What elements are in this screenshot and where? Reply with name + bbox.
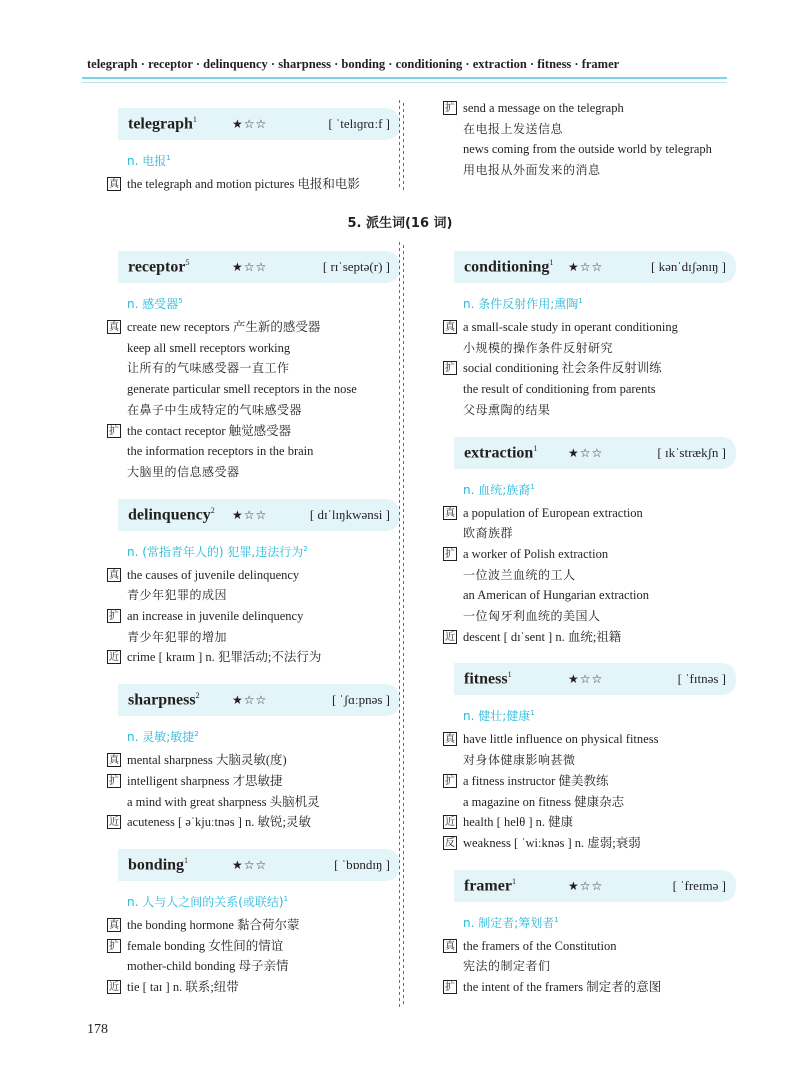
example-line xyxy=(109,174,400,195)
example-text: the contact receptor 触觉感受器 xyxy=(127,423,292,438)
section-title: 5. 派生词(16 词) xyxy=(347,216,453,231)
tag-box: 近 xyxy=(445,817,455,829)
example-line xyxy=(445,358,736,379)
word-entry xyxy=(109,499,400,669)
tag-box: 真 xyxy=(445,734,455,746)
example-text: the result of conditioning from parents xyxy=(463,382,656,397)
part-of-speech xyxy=(127,152,400,169)
headword-text: receptor xyxy=(128,258,186,276)
example-line xyxy=(118,379,400,400)
part-of-speech xyxy=(463,707,736,724)
phonetic: [ kənˈdɪʃənɪŋ ] xyxy=(650,259,726,274)
tag-box: 真 xyxy=(445,507,455,519)
example-line xyxy=(454,750,736,771)
tag-box: 扩 xyxy=(109,425,119,437)
tag-box: 扩 xyxy=(445,103,455,114)
example-line xyxy=(445,771,736,792)
example-text: a small-scale study in operant conditioning xyxy=(463,320,678,334)
example-line xyxy=(445,503,736,524)
part-of-speech xyxy=(463,481,736,498)
example-line xyxy=(109,750,400,771)
headword-bar xyxy=(454,251,736,283)
example-line xyxy=(118,792,400,813)
word-entry xyxy=(109,251,400,483)
running-header: telegraph · receptor · delinquency · sharpness · bonding · conditioning · extraction · fitness · framer xyxy=(87,57,620,71)
star-rating: ★☆☆ xyxy=(568,260,604,274)
column-divider-main xyxy=(399,242,400,1007)
tag-box: 扩 xyxy=(109,940,119,952)
example-line xyxy=(109,421,400,442)
example-line xyxy=(118,585,400,606)
example-line xyxy=(454,956,736,977)
example-text: a magazine on fitness 健康杂志 xyxy=(463,794,625,809)
example-line xyxy=(445,833,736,854)
example-line xyxy=(118,956,400,977)
example-text: the intent of the framers 制定者的意图 xyxy=(463,980,662,995)
headword-bar xyxy=(454,663,736,695)
part-of-speech xyxy=(127,728,400,745)
phonetic: [ ˈfɪtnəs ] xyxy=(677,671,726,687)
part-of-speech xyxy=(463,914,736,931)
star-rating: ★☆☆ xyxy=(232,693,268,708)
column-divider-top-b xyxy=(403,100,404,190)
star-rating: ★☆☆ xyxy=(568,445,604,460)
part-of-speech xyxy=(127,295,400,312)
part-of-speech xyxy=(127,543,400,560)
tag-box: 真 xyxy=(445,322,455,333)
definition-frequency: 1 xyxy=(166,154,171,162)
example-text: female bonding 女性间的情谊 xyxy=(127,938,284,953)
example-text: the causes of juvenile delinquency xyxy=(127,567,300,582)
example-line xyxy=(109,936,400,957)
example-line xyxy=(454,792,736,813)
example-text: 父母熏陶的结果 xyxy=(463,402,551,417)
example-text: 欧裔族群 xyxy=(463,526,514,541)
example-text: 小规模的操作条件反射研究 xyxy=(463,340,614,355)
example-text: the bonding hormone 黏合荷尔蒙 xyxy=(127,917,300,932)
word-entry xyxy=(445,663,736,853)
headword xyxy=(464,670,512,688)
example-line xyxy=(454,379,736,400)
star-rating: ★☆☆ xyxy=(232,507,268,522)
example-text: generate particular smell receptors in the nose xyxy=(127,382,357,397)
tag-box: 真 xyxy=(109,919,119,931)
example-line xyxy=(445,977,736,998)
example-text: keep all smell receptors working xyxy=(127,340,291,355)
example-text: a fitness instructor 健美教练 xyxy=(463,773,609,788)
example-text: 对身体健康影响甚微 xyxy=(463,753,576,768)
star-rating: ★☆☆ xyxy=(232,117,268,131)
headword-bar xyxy=(454,437,736,469)
word-entry xyxy=(109,684,400,833)
headword-text: fitness xyxy=(464,670,508,688)
entry-telegraph xyxy=(109,108,400,211)
example-line xyxy=(118,627,400,648)
example-line xyxy=(109,606,400,627)
part-of-speech xyxy=(463,295,736,312)
example-line xyxy=(445,936,736,957)
headword-frequency: 2 xyxy=(195,691,200,701)
example-text: news coming from the outside world by telegraph xyxy=(463,142,712,157)
example-text: have little influence on physical fitness xyxy=(463,732,659,747)
headword-text: framer xyxy=(464,876,512,894)
example-line xyxy=(454,606,736,627)
tag-box: 近 xyxy=(109,652,119,664)
word-entry xyxy=(109,849,400,998)
example-text: 宪法的制定者们 xyxy=(463,959,551,974)
tag-box: 近 xyxy=(445,631,455,643)
example-line xyxy=(109,977,400,998)
star-rating: ★☆☆ xyxy=(568,878,604,893)
headword xyxy=(464,258,553,276)
example-text: 青少年犯罪的成因 xyxy=(127,588,228,603)
example-text: 大脑里的信息感受器 xyxy=(127,464,240,479)
headword xyxy=(128,856,188,874)
definition: n. 灵敏;敏捷 xyxy=(127,730,195,745)
tag-box: 真 xyxy=(109,755,119,767)
right-column xyxy=(445,251,736,1014)
word-entry xyxy=(445,251,736,421)
example-text: an increase in juvenile delinquency xyxy=(127,609,304,624)
headword xyxy=(128,258,189,276)
headword-text: delinquency xyxy=(128,505,211,523)
example-line xyxy=(109,565,400,586)
header-rule xyxy=(82,77,727,83)
example-line xyxy=(454,565,736,586)
tag-box: 扩 xyxy=(109,611,119,623)
example-text: a worker of Polish extraction xyxy=(463,546,609,561)
example-line xyxy=(118,441,400,462)
headword-text: bonding xyxy=(128,856,185,874)
definition: n. 血统;族裔 xyxy=(463,482,531,497)
example-text: 青少年犯罪的增加 xyxy=(127,629,228,644)
tag-box: 扩 xyxy=(109,775,119,787)
example-text: intelligent sharpness 才思敏捷 xyxy=(127,773,283,788)
headword-text: conditioning xyxy=(464,258,550,276)
example-line xyxy=(454,160,736,181)
headword-frequency: 1 xyxy=(192,115,197,124)
phonetic: [ ˈtelɪɡrɑːf ] xyxy=(328,116,390,131)
example-line xyxy=(445,98,736,119)
example-text: acuteness [ əˈkjuːtnəs ] n. 敏锐;灵敏 xyxy=(127,815,311,830)
example-line xyxy=(118,338,400,359)
definition: n. 制定者;筹划者 xyxy=(463,915,555,930)
entry-telegraph-continued xyxy=(445,98,736,181)
definition: n. 电报 xyxy=(127,154,167,168)
headword-bar xyxy=(454,870,736,902)
headword-bar xyxy=(118,251,400,283)
example-line xyxy=(454,139,736,160)
headword-frequency: 1 xyxy=(533,443,538,453)
definition-frequency: 2 xyxy=(194,730,199,739)
phonetic: [ ɪkˈstrækʃn ] xyxy=(657,444,726,460)
example-line xyxy=(445,544,736,565)
headword-frequency: 5 xyxy=(185,258,190,267)
word-entry xyxy=(445,870,736,998)
definition-frequency: 1 xyxy=(554,915,559,924)
tag-box: 真 xyxy=(109,569,119,581)
star-rating: ★☆☆ xyxy=(232,260,268,274)
example-text: the information receptors in the brain xyxy=(127,444,314,459)
example-text: send a message on the telegraph xyxy=(463,101,624,115)
headword-frequency: 1 xyxy=(511,876,516,886)
example-text: an American of Hungarian extraction xyxy=(463,588,650,603)
example-text: the telegraph and motion pictures 电报和电影 xyxy=(127,177,360,191)
tag-box: 扩 xyxy=(445,363,455,375)
headword-frequency: 1 xyxy=(184,855,189,865)
example-text: 在鼻子中生成特定的气味感受器 xyxy=(127,402,303,417)
definition-frequency: 1 xyxy=(530,709,535,718)
tag-box: 反 xyxy=(445,837,455,849)
example-line xyxy=(454,585,736,606)
example-text: 在电报上发送信息 xyxy=(463,121,564,136)
example-line xyxy=(109,812,400,833)
phonetic: [ ˈbɒndɪŋ ] xyxy=(334,856,390,872)
headword xyxy=(128,691,200,709)
word-entry xyxy=(109,108,400,195)
phonetic: [ dɪˈlɪŋkwənsi ] xyxy=(309,506,390,522)
example-line xyxy=(118,462,400,483)
example-line xyxy=(445,317,736,338)
example-line xyxy=(445,729,736,750)
word-entry xyxy=(445,437,736,648)
example-line xyxy=(118,358,400,379)
left-column xyxy=(109,251,400,1014)
tag-box: 扩 xyxy=(445,548,455,560)
definition: n. (常指青年人的) 犯罪,违法行为 xyxy=(127,544,304,559)
headword xyxy=(128,115,197,133)
headword-text: telegraph xyxy=(128,115,193,133)
tag-box: 扩 xyxy=(445,775,455,787)
definition-frequency: 5 xyxy=(178,297,183,305)
definition-frequency: 1 xyxy=(578,297,583,305)
headword-text: extraction xyxy=(464,443,534,461)
star-rating: ★☆☆ xyxy=(232,857,268,872)
headword-frequency: 2 xyxy=(210,505,215,515)
tag-box: 扩 xyxy=(445,982,455,994)
example-text: a population of European extraction xyxy=(463,505,643,520)
headword-bar xyxy=(118,684,400,716)
example-line xyxy=(109,317,400,338)
tag-box: 真 xyxy=(109,179,119,190)
headword-frequency: 1 xyxy=(507,670,512,680)
example-text: social conditioning 社会条件反射训练 xyxy=(463,361,662,376)
example-text: health [ helθ ] n. 健康 xyxy=(463,815,574,830)
example-line xyxy=(109,771,400,792)
column-divider-main-b xyxy=(403,242,404,1007)
definition-frequency: 1 xyxy=(530,482,535,491)
definition: n. 人与人之间的关系(或联结) xyxy=(127,894,284,909)
tag-box: 真 xyxy=(109,322,119,333)
example-line xyxy=(109,647,400,668)
headword-bar xyxy=(118,499,400,531)
headword xyxy=(128,506,215,524)
example-line xyxy=(109,915,400,936)
example-text: crime [ kraɪm ] n. 犯罪活动;不法行为 xyxy=(127,650,322,665)
tag-box: 近 xyxy=(109,982,119,994)
example-text: tie [ taɪ ] n. 联系;纽带 xyxy=(127,980,239,995)
definition: n. 感受器 xyxy=(127,297,179,311)
definition: n. 健壮;健康 xyxy=(463,709,531,724)
example-line xyxy=(454,338,736,359)
example-line xyxy=(445,812,736,833)
example-text: a mind with great sharpness 头脑机灵 xyxy=(127,794,320,809)
example-line xyxy=(118,400,400,421)
headword xyxy=(464,877,516,895)
definition: n. 条件反射作用;熏陶 xyxy=(463,297,579,311)
example-text: weakness [ ˈwiːknəs ] n. 虚弱;衰弱 xyxy=(463,835,641,850)
part-of-speech xyxy=(127,893,400,910)
headword-text: sharpness xyxy=(128,691,196,709)
example-text: descent [ dɪˈsent ] n. 血统;祖籍 xyxy=(463,629,622,644)
example-line xyxy=(445,627,736,648)
example-text: create new receptors 产生新的感受器 xyxy=(127,320,321,334)
headword xyxy=(464,444,537,462)
example-text: the framers of the Constitution xyxy=(463,938,617,953)
phonetic: [ ˈʃɑːpnəs ] xyxy=(331,692,390,708)
headword-frequency: 1 xyxy=(549,258,554,267)
example-text: 用电报从外面发来的消息 xyxy=(463,163,601,178)
phonetic: [ ˈfreɪmə ] xyxy=(672,877,726,893)
example-line xyxy=(454,119,736,140)
example-text: mother-child bonding 母子亲情 xyxy=(127,959,289,974)
page-number: 178 xyxy=(87,1022,108,1037)
example-text: 让所有的气味感受器一直工作 xyxy=(127,361,290,376)
example-text: 一位匈牙利血统的美国人 xyxy=(463,609,601,624)
example-text: 一位波兰血统的工人 xyxy=(463,567,576,582)
definition-frequency: 2 xyxy=(303,544,308,553)
example-line xyxy=(454,400,736,421)
star-rating: ★☆☆ xyxy=(568,672,604,687)
example-line xyxy=(454,523,736,544)
headword-bar xyxy=(118,108,400,140)
phonetic: [ rɪˈseptə(r) ] xyxy=(322,259,390,274)
tag-box: 真 xyxy=(445,940,455,952)
tag-box: 近 xyxy=(109,817,119,829)
definition-frequency: 1 xyxy=(283,894,289,903)
column-divider-top xyxy=(399,100,400,190)
headword-bar xyxy=(118,849,400,881)
example-text: mental sharpness 大脑灵敏(度) xyxy=(127,753,287,768)
